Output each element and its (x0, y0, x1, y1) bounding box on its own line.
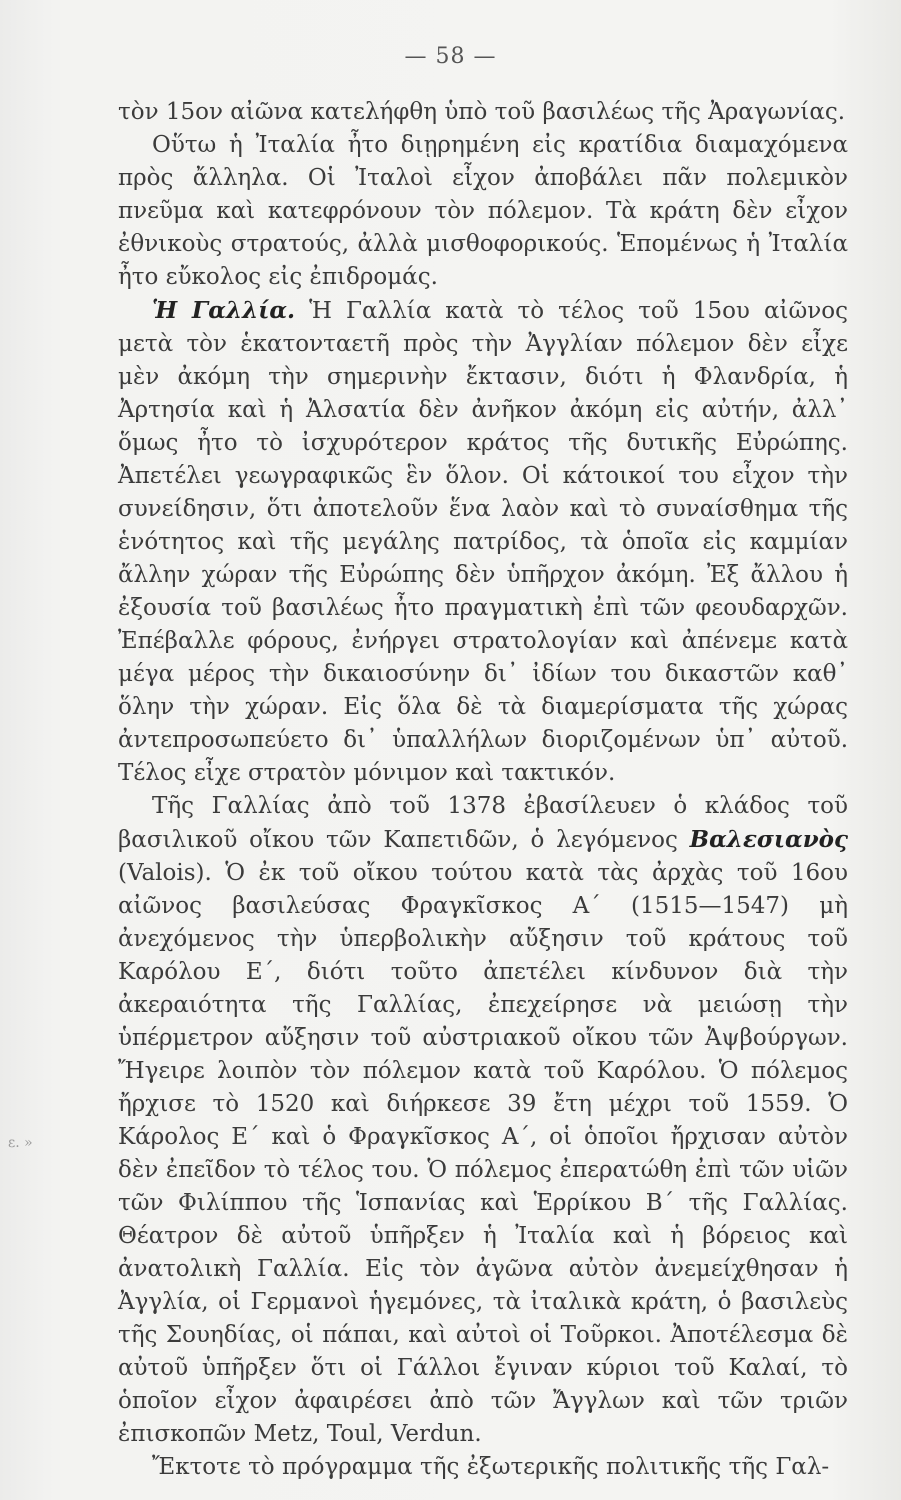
paragraph-france-text: Ἡ Γαλλία κατὰ τὸ τέλος τοῦ 15ου αἰῶνος μετὰ τὸν ἑκατονταετῆ πρὸς τὴν Ἀγγλίαν πόλεμον δὲν εἶχε μὲν ἀκόμη τὴν σημερινὴν ἔκτασιν, διότι ἡ Φλανδρία, ἡ Ἀρτησία καὶ ἡ Ἀλσατία δὲν ἀνῆκον ἀκόμη εἰς αὐτήν, ἀλλ᾽ ὅμως ἦτο τὸ ἰσχυρότερον κράτος τῆς δυτικῆς Εὐρώπης. Ἀπετέλει γεωγραφικῶς ἓν ὅλον. Οἱ κάτοικοί του εἶχον τὴν συνείδησιν, ὅτι ἀποτελοῦν ἕνα λαὸν καὶ τὸ συναίσθημα τῆς ἑνότητος καὶ τῆς μεγάλης πατρίδος, τὰ ὁποῖα εἰς καμμίαν ἄλλην χώραν τῆς Εὐρώπης δὲν ὑπῆρχον ἀκόμη. Ἐξ ἄλλου ἡ ἐξουσία τοῦ βασιλέως ἦτο πραγματικὴ ἐπὶ τῶν φεουδαρχῶν. Ἐπέβαλλε φόρους, ἐνήργει στρατολογίαν καὶ ἀπένεμε κατὰ μέγα μέρος τὴν δικαιοσύνην δι᾽ ἰδίων του δικαστῶν καθ᾽ ὅλην τὴν χώραν. Εἰς ὅλα δὲ τὰ διαμερίσματα τῆς χώρας ἀντεπροσωπεύετο δι᾽ ὑπαλλήλων διοριζομένων ὑπ᾽ αὐτοῦ. Τέλος εἶχε στρατὸν μόνιμον καὶ τακτικόν. (118, 298, 848, 786)
paragraph-valois (118, 790, 848, 1451)
paragraph-continuation: τὸν 15ον αἰῶνα κατελήφθη ὑπὸ τοῦ βασιλέως τῆς Ἀραγωνίας. (118, 99, 846, 125)
paragraph-program: Ἔκτοτε τὸ πρόγραμμα τῆς ἐξωτερικῆς πολιτικῆς τῆς Γαλ- (152, 1454, 830, 1480)
term-valois: Βαλεσιανὸς (689, 826, 849, 853)
paragraph-valois-text-after: (Valois). Ὁ ἐκ τοῦ οἴκου τούτου κατὰ τὰς ἀρχὰς τοῦ 16ου αἰῶνος βασιλεύσας Φραγκῖσκος Α΄ (1515—1547) μὴ ἀνεχόμενος τὴν ὑπερβολικὴν αὔξησιν τοῦ κράτους τοῦ Καρόλου Ε΄, διότι τοῦτο ἀπετέλει κίνδυνον διὰ τὴν ἀκεραιότητα τῆς Γαλλίας, ἐπεχείρησε νὰ μειώσῃ τὴν ὑπέρμετρον αὔξησιν τοῦ αὐστριακοῦ οἴκου τῶν Ἀψβούργων. Ἤγειρε λοιπὸν τὸν πόλεμον κατὰ τοῦ Καρόλου. Ὁ πόλεμος ἤρχισε τὸ 1520 καὶ διήρκεσε 39 ἔτη μέχρι τοῦ 1559. Ὁ Κάρολος Ε΄ καὶ ὁ Φραγκῖσκος Α΄, οἱ ὁποῖοι ἤρχισαν αὐτὸν δὲν ἐπεῖδον τὸ τέλος του. Ὁ πόλεμος ἐπερατώθη ἐπὶ τῶν υἱῶν τῶν Φιλίππου τῆς Ἱσπανίας καὶ Ἑρρίκου Β΄ τῆς Γαλλίας. Θέατρον δὲ αὐτοῦ ὑπῆρξεν ἡ Ἰταλία καὶ ἡ βόρειος καὶ ἀνατολικὴ Γαλλία. Εἰς τὸν ἀγῶνα αὐτὸν ἀνεμείχθησαν ἡ Ἀγγλία, οἱ Γερμανοὶ ἡγεμόνες, τὰ ἰταλικὰ κράτη, ὁ βασιλεὺς τῆς Σουηδίας, οἱ πάπαι, καὶ αὐτοὶ οἱ Τοῦρκοι. Ἀποτέλεσμα δὲ αὐτοῦ ὑπῆρξεν ὅτι οἱ Γάλλοι ἔγιναν κύριοι τοῦ Καλαί, τὸ ὁποῖον εἶχον ἀφαιρέσει ἀπὸ τῶν Ἄγγλων καὶ τῶν τριῶν ἐπισκοπῶν Metz, Toul, Verdun. (118, 860, 848, 1447)
page-number: — 58 — (404, 44, 497, 69)
paragraph-valois-text-before: Τῆς Γαλλίας ἀπὸ τοῦ 1378 ἐβασίλευεν ὁ κλάδος τοῦ βασιλικοῦ οἴκου τῶν Καπετιδῶν, ὁ λεγόμενος (118, 793, 848, 853)
paragraph-italy: Οὕτω ἡ Ἰταλία ἦτο διῃρημένη εἰς κρατίδια διαμαχόμενα πρὸς ἄλληλα. Οἱ Ἰταλοὶ εἶχον ἀποβάλει πᾶν πολεμικὸν πνεῦμα καὶ κατεφρόνουν τὸν πόλεμον. Τὰ κράτη δὲν εἶχον ἐθνικοὺς στρατούς, ἀλλὰ μισθοφορικούς. Ἑπομένως ἡ Ἰταλία ἦτο εὔκολος εἰς ἐπιδρομάς. (118, 132, 848, 290)
paragraph-france (118, 294, 848, 790)
margin-mark: ε. » (8, 1135, 33, 1151)
body-text (118, 96, 848, 1484)
section-heading-france: Ἡ Γαλλία. (152, 297, 296, 324)
